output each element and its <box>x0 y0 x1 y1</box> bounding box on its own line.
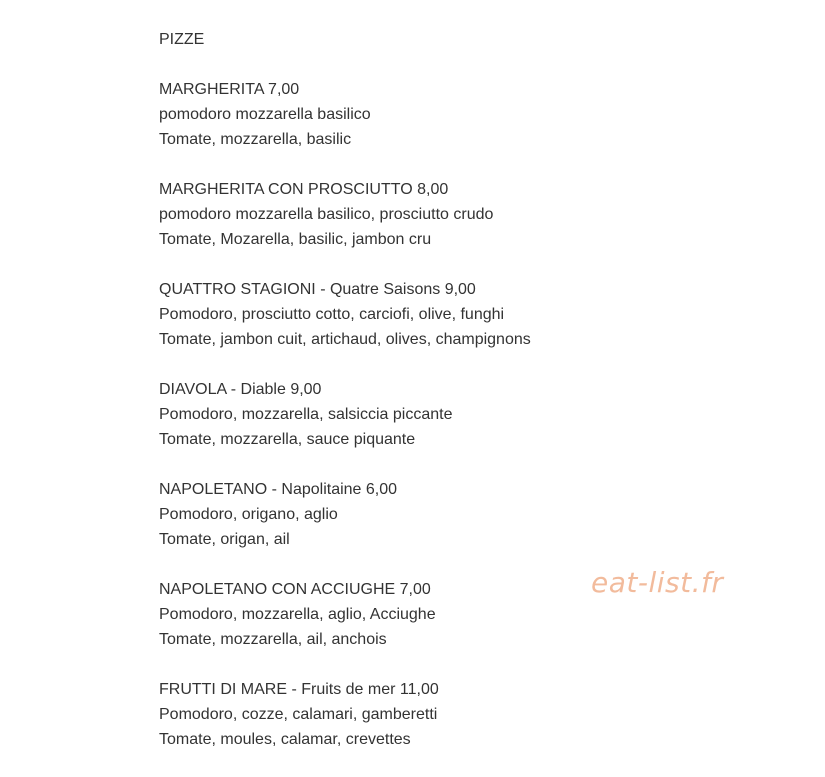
item-name: MARGHERITA CON PROSCIUTTO 8,00 <box>159 181 449 198</box>
item-name: NAPOLETANO CON ACCIUGHE 7,00 <box>159 581 431 598</box>
menu-item-diavola <box>159 377 531 452</box>
item-description-italian: Pomodoro, cozze, calamari, gamberetti <box>159 706 438 723</box>
menu-item-quattro-stagioni <box>159 277 531 352</box>
item-description-italian: Pomodoro, mozzarella, aglio, Acciughe <box>159 606 436 623</box>
item-description-italian: Pomodoro, mozzarella, salsiccia piccante <box>159 406 453 423</box>
item-name: DIAVOLA - Diable 9,00 <box>159 381 322 398</box>
watermark: eat-list.fr <box>591 566 724 599</box>
item-description-french: Tomate, mozzarella, basilic <box>159 131 352 148</box>
item-name: QUATTRO STAGIONI - Quatre Saisons 9,00 <box>159 281 476 298</box>
item-description-french: Tomate, jambon cuit, artichaud, olives, champignons <box>159 331 531 348</box>
item-description-italian: pomodoro mozzarella basilico <box>159 106 371 123</box>
menu-item-margherita <box>159 77 531 152</box>
section-title: PIZZE <box>159 31 205 48</box>
item-description-french: Tomate, mozzarella, sauce piquante <box>159 431 416 448</box>
menu-item-napoletano-acciughe <box>159 577 531 652</box>
item-description-french: Tomate, Mozarella, basilic, jambon cru <box>159 231 432 248</box>
item-description-french: Tomate, mozzarella, ail, anchois <box>159 631 387 648</box>
item-description-italian: Pomodoro, origano, aglio <box>159 506 338 523</box>
menu-list <box>159 27 531 752</box>
item-description-italian: Pomodoro, prosciutto cotto, carciofi, olive, funghi <box>159 306 505 323</box>
item-name: NAPOLETANO - Napolitaine 6,00 <box>159 481 398 498</box>
item-name: FRUTTI DI MARE - Fruits de mer 11,00 <box>159 681 439 698</box>
item-name: MARGHERITA 7,00 <box>159 81 300 98</box>
item-description-italian: pomodoro mozzarella basilico, prosciutto crudo <box>159 206 494 223</box>
item-description-french: Tomate, moules, calamar, crevettes <box>159 731 411 748</box>
item-description-french: Tomate, origan, ail <box>159 531 290 548</box>
menu-item-napoletano <box>159 477 531 552</box>
menu-item-margherita-prosciutto <box>159 177 531 252</box>
menu-item-frutti-di-mare <box>159 677 531 752</box>
